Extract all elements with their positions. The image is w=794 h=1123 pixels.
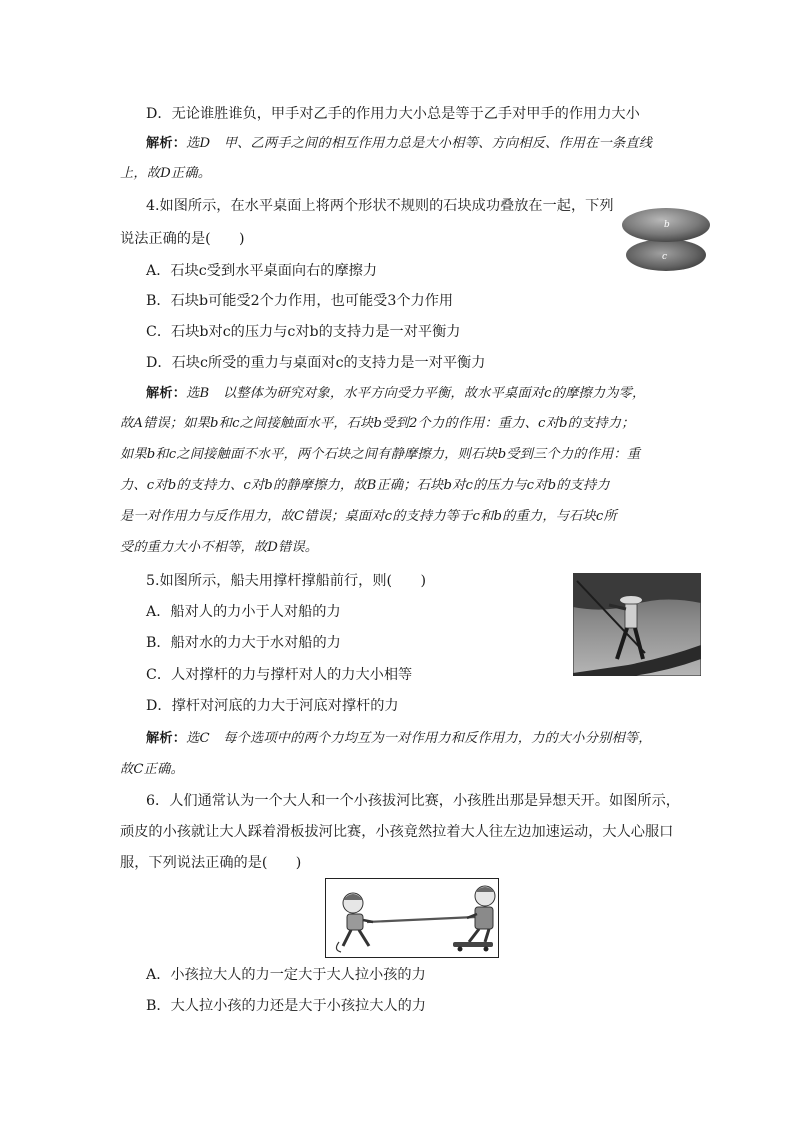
stacked-stones-figure: [620, 203, 712, 273]
q4-option-a: A．石块c受到水平桌面向右的摩擦力: [146, 263, 378, 279]
q4-analysis-line4: 力、c对b的支持力、c对b的静摩擦力，故B正确；石块b对c的压力与c对b的支持力: [120, 478, 610, 493]
tug-of-war-figure: [325, 878, 499, 958]
q3-analysis-line1: [146, 134, 652, 154]
q5-option-d: D．撑杆对河底的力大于河底对撑杆的力: [146, 698, 399, 714]
q4-analysis-line6: 受的重力大小不相等，故D错误。: [120, 540, 319, 555]
q5-stem: 5.如图所示，船夫用撑杆撑船前行，则( ): [146, 573, 426, 589]
stone-c-label: c: [662, 252, 668, 262]
boatman-figure: [573, 573, 701, 676]
stone-b-label: b: [664, 220, 670, 230]
q4-stem-line2: 说法正确的是( ): [120, 231, 245, 247]
q5-option-c: C．人对撑杆的力与撑杆对人的力大小相等: [146, 667, 413, 683]
q4-analysis-line2: 故A错误；如果b和c之间接触面水平，石块b受到2个力的作用：重力、c对b的支持力；: [120, 416, 635, 431]
analysis-label: 解析：: [146, 731, 187, 746]
analysis-text: 选B 以整体为研究对象，水平方向受力平衡，故水平桌面对c的摩擦力为零，: [186, 386, 646, 401]
adult-body: [475, 907, 493, 929]
q6-stem-line2: 顽皮的小孩就让大人踩着滑板拔河比赛，小孩竟然拉着大人往左边加速运动，大人心服口: [120, 824, 674, 840]
q4-option-d: D．石块c所受的重力与桌面对c的支持力是一对平衡力: [146, 355, 486, 371]
q6-option-b: B．大人拉小孩的力还是大于小孩拉大人的力: [146, 998, 426, 1014]
q4-option-c: C．石块b对c的压力与c对b的支持力是一对平衡力: [146, 324, 461, 340]
boatman-body: [625, 604, 637, 628]
q4-analysis-line5: 是一对作用力与反作用力，故C错误；桌面对c的支持力等于c和b的重力，与石块c所: [120, 509, 617, 524]
q4-analysis-line3: 如果b和c之间接触面不水平，两个石块之间有静摩擦力，则石块b受到三个力的作用：重: [120, 447, 641, 462]
q5-option-a: A．船对人的力小于人对船的力: [146, 604, 341, 620]
q3-analysis-line2: 上，故D正确。: [120, 166, 212, 181]
q4-analysis-line1: [146, 384, 645, 404]
q5-analysis-line1: [146, 729, 652, 749]
skateboard-wheel: [484, 947, 489, 952]
child-body: [347, 914, 363, 930]
q6-option-a: A．小孩拉大人的力一定大于大人拉小孩的力: [146, 967, 426, 983]
q5-option-b: B．船对水的力大于水对船的力: [146, 635, 341, 651]
hat: [620, 596, 642, 604]
q4-option-b: B．石块b可能受2个力作用，也可能受3个力作用: [146, 293, 454, 309]
skateboard-wheel: [458, 947, 463, 952]
analysis-label: 解析：: [146, 386, 187, 401]
q6-stem-line3: 服，下列说法正确的是( ): [120, 855, 302, 871]
skateboard: [453, 942, 493, 947]
q6-stem-line1: 6．人们通常认为一个大人和一个小孩拔河比赛，小孩胜出那是异想天开。如图所示，: [146, 793, 680, 809]
q5-analysis-line2: 故C正确。: [120, 762, 184, 777]
q4-stem-line1: 4.如图所示，在水平桌面上将两个形状不规则的石块成功叠放在一起，下列: [146, 198, 614, 214]
analysis-text: 选C 每个选项中的两个力均互为一对作用力和反作用力，力的大小分别相等，: [186, 731, 652, 746]
q3-option-d: D．无论谁胜谁负，甲手对乙手的作用力大小总是等于乙手对甲手的作用力大小: [146, 106, 640, 122]
analysis-label: 解析：: [146, 136, 187, 151]
analysis-text: 选D 甲、乙两手之间的相互作用力总是大小相等、方向相反、作用在一条直线: [186, 136, 653, 151]
